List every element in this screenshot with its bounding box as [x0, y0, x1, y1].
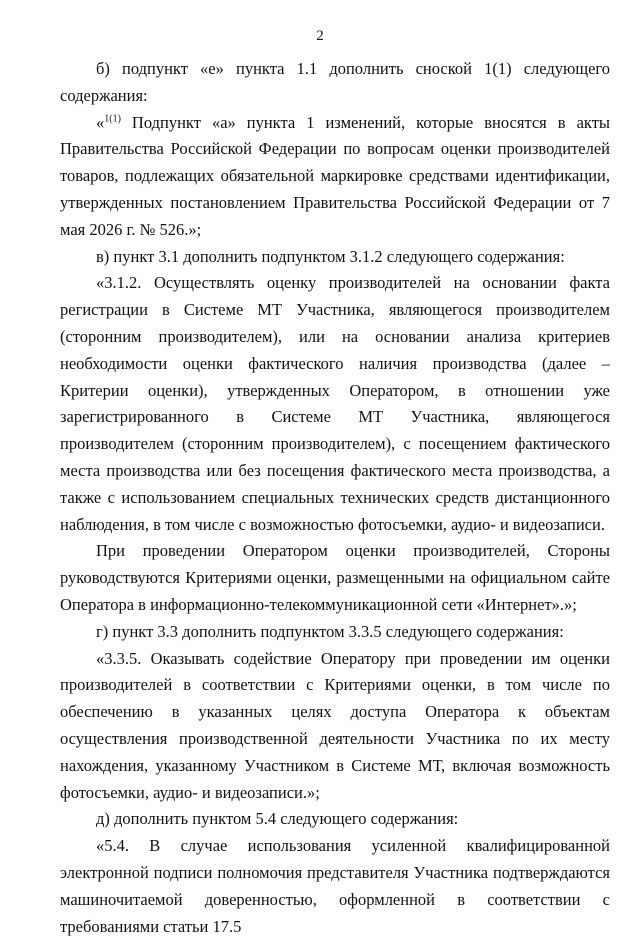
quote-paragraph-3-1-2: «3.1.2. Осуществлять оценку производителей на основании факта регистрации в Системе МТ Участника, являющегося производителем (сторонним производителем), или на основании анализа критериев необходимости оценки фактического наличия производства (далее – Критерии оценки), утвержденных Оператором, в отношении уже зарегистрированного в Системе МТ Участника, являющегося производителем (сторонним производителем), с посещением фактического места производства или без посещения фактического места производства, а также с использованием специальных технических средств дистанционного наблюдения, в том числе с возможностью фотосъемки, аудио- и видеозаписи. [60, 273, 610, 534]
quote-paragraph-criteria: При проведении Оператором оценки производителей, Стороны руководствуются Критериями оценки, размещенными на официальном сайте Оператора в информационно-телекоммуникационной сети «Интернет».»; [60, 541, 610, 614]
paragraph-item-b: б) подпункт «е» пункта 1.1 дополнить сноской 1(1) следующего содержания: [60, 59, 610, 105]
quote-paragraph-5-4: «5.4. В случае использования усиленной квалифицированной электронной подписи полномочия представителя Участника подтверждаются машиночитаемой доверенностью, оформленной в соответствии с требованиями статьи 17.5 [60, 836, 610, 936]
footnote-quote-text: Подпункт «а» пункта 1 изменений, которые вносятся в акты Правительства Российской Федерации по вопросам оценки производителей товаров, подлежащих обязательной маркировке средствами идентификации, утвержденных постановлением Правительства Российской Федерации от 7 мая 2026 г. № 526.»; [60, 112, 610, 239]
document-body [60, 56, 610, 940]
footnote-marker: 1(1) [104, 113, 121, 125]
paragraph-item-g: г) пункт 3.3 дополнить подпунктом 3.3.5 следующего содержания: [96, 621, 564, 641]
paragraph-item-d: д) дополнить пунктом 5.4 следующего содержания: [96, 809, 459, 829]
page-number: 2 [316, 28, 324, 44]
footnote-quote-paragraph [60, 110, 610, 244]
quote-paragraph-3-3-5: «3.3.5. Оказывать содействие Оператору при проведении им оценки производителей в соответствии с Критериями оценки, в том числе по обеспечению в указанных целях доступа Оператора к объектам осуществления производственной деятельности Участника по их месту нахождения, указанному Участником в Системе МТ, включая возможность фотосъемки, аудио- и видеозаписи.»; [60, 648, 610, 802]
paragraph-item-v: в) пункт 3.1 дополнить подпунктом 3.1.2 следующего содержания: [96, 246, 565, 266]
